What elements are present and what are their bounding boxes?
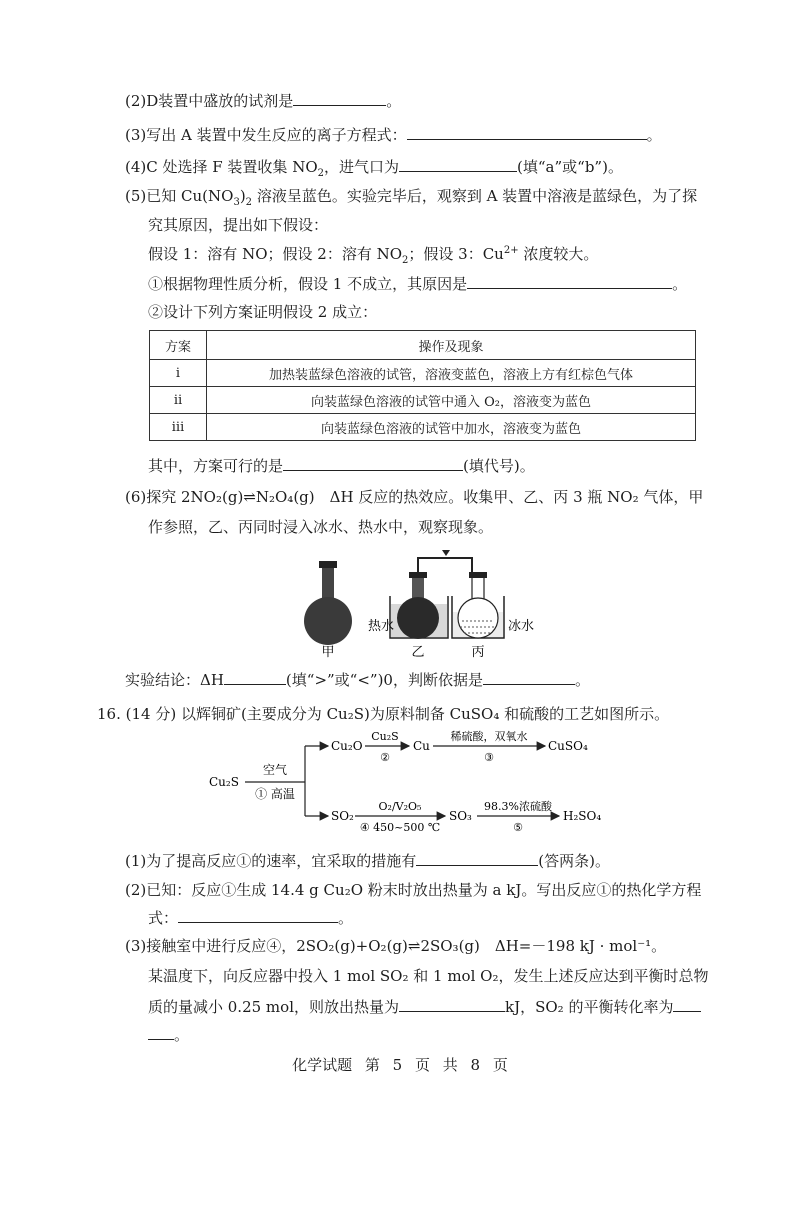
- q15-part6-line1: (6)探究 2NO₂(g)⇌N₂O₄(g) ΔH 反应的热效应。收集甲、乙、丙 3 瓶 NO₂ 气体，甲: [125, 488, 704, 506]
- q15-part5-sub1: ①根据物理性质分析，假设 1 不成立，其原因是 。: [148, 275, 688, 293]
- label-ice-water: 冰水: [508, 619, 535, 634]
- answer-blank[interactable]: [416, 850, 538, 866]
- flow-start: Cu₂S: [209, 775, 239, 789]
- table-row: [150, 387, 696, 414]
- answer-blank[interactable]: [467, 273, 672, 289]
- q15-part5-hypotheses: 假设 1：溶有 NO；假设 2：溶有 $NO_2$；假设 3：$Cu^{2+}$ 浓度较大。: [148, 245, 599, 266]
- beaker-yi: [390, 572, 448, 639]
- q15-part5-sub2: ②设计下列方案证明假设 2 成立：: [148, 303, 378, 321]
- q16-part3-line2: 某温度下，向反应器中投入 1 mol SO₂ 和 1 mol O₂，发生上述反应达到平衡时总物: [148, 967, 709, 985]
- flow-cu2o: Cu₂O: [331, 739, 363, 753]
- q15-part6-line2: 作参照，乙、丙同时浸入冰水、热水中，观察现象。: [148, 518, 494, 536]
- flask-apparatus-figure: [290, 546, 550, 664]
- flow-step2: ②: [380, 751, 390, 764]
- plan-id: ⅱ: [150, 387, 207, 414]
- label-yi: 乙: [411, 645, 425, 660]
- flow-h2so4: H₂SO₄: [563, 809, 602, 823]
- answer-blank[interactable]: [148, 1024, 174, 1040]
- table-row: [150, 414, 696, 441]
- flow-step5: ⑤: [513, 821, 523, 834]
- answer-blank[interactable]: [673, 996, 701, 1012]
- q16-part3-line3: 质的量减小 0.25 mol，则放出热量为 kJ，SO₂ 的平衡转化率为: [148, 996, 701, 1017]
- q16-part3-line1: (3)接触室中进行反应④，2SO₂(g)+O₂(g)⇌2SO₃(g) ΔH=－198 kJ · mol⁻¹。: [125, 937, 667, 955]
- flow-cuso4: CuSO₄: [548, 739, 588, 753]
- q16-part1: (1)为了提高反应①的速率，宜采取的措施有 (答两条)。: [125, 852, 610, 870]
- page-footer: [0, 1054, 800, 1075]
- plan-desc: 向装蓝绿色溶液的试管中通入 O₂，溶液变为蓝色: [207, 387, 696, 414]
- q16-part2-line2: 式： 。: [148, 909, 354, 927]
- flow-conc-acid: 98.3%浓硫酸: [484, 800, 552, 813]
- flow-acid-reagent: 稀硫酸，双氧水: [450, 730, 528, 743]
- flow-step1: ① 高温: [255, 787, 295, 801]
- q15-part2: (2)D装置中盛放的试剂是 。: [125, 92, 402, 110]
- answer-blank[interactable]: [224, 669, 286, 685]
- plan-id: ⅰ: [150, 360, 207, 387]
- footer-page: 第 5 页: [364, 1056, 430, 1074]
- footer-total: 共 8 页: [442, 1056, 508, 1074]
- table-header-cell: 方案: [150, 331, 207, 360]
- answer-blank[interactable]: [399, 156, 517, 172]
- q16-title: 16. (14 分) 以辉铜矿(主要成分为 Cu₂S)为原料制备 CuSO₄ 和硫酸的工艺如图所示。: [97, 705, 670, 723]
- flow-so2: SO₂: [331, 809, 354, 823]
- flow-so3: SO₃: [449, 809, 472, 823]
- beaker-bing: [452, 572, 504, 638]
- flask-jia: [304, 561, 352, 645]
- footer-subject: 化学试题: [292, 1056, 353, 1074]
- label-hot-water: 热水: [368, 619, 395, 634]
- flow-catalyst: O₂/V₂O₅: [378, 800, 422, 813]
- process-flow-diagram: [205, 730, 625, 842]
- flow-step3: ③: [484, 751, 494, 764]
- flow-air: 空气: [262, 763, 288, 777]
- label-jia: 甲: [321, 645, 335, 660]
- flow-cu2s-reagent: Cu₂S: [371, 730, 399, 743]
- table-header-row: [150, 331, 696, 360]
- plan-desc: 加热装蓝绿色溶液的试管，溶液变蓝色，溶液上方有红棕色气体: [207, 360, 696, 387]
- flow-cu: Cu: [413, 739, 430, 753]
- q16-part2-line1: (2)已知：反应①生成 14.4 g Cu₂O 粉末时放出热量为 a kJ。写出反应①的热化学方程: [125, 881, 702, 899]
- answer-blank[interactable]: [399, 996, 505, 1012]
- q15-part5-line1: (5)已知 $Cu(NO_3)_2$ 溶液呈蓝色。实验完毕后，观察到 A 装置中溶液是蓝绿色，为了探: [125, 187, 698, 208]
- table-row: [150, 360, 696, 387]
- plan-desc: 向装蓝绿色溶液的试管中加水，溶液变为蓝色: [207, 414, 696, 441]
- q15-part5-feasible: 其中，方案可行的是 (填代号)。: [148, 457, 535, 475]
- answer-blank[interactable]: [283, 455, 463, 471]
- q15-part6-conclusion: 实验结论：ΔH (填“>”或“<”)0，判断依据是 。: [125, 671, 590, 689]
- plan-id: ⅲ: [150, 414, 207, 441]
- answer-blank[interactable]: [407, 124, 647, 140]
- plan-table: [149, 330, 696, 441]
- q15-part3: (3)写出 A 装置中发生反应的离子方程式： 。: [125, 126, 662, 144]
- label-bing: 丙: [471, 645, 485, 660]
- q15-part5-line2: 究其原因，提出如下假设：: [148, 216, 329, 234]
- q15-part4: (4)C 处选择 F 装置收集 $NO_2$，进气口为 (填“a”或“b”)。: [125, 158, 623, 179]
- flow-step4: ④ 450~500 ℃: [359, 821, 441, 834]
- answer-blank[interactable]: [178, 907, 338, 923]
- answer-blank[interactable]: [293, 90, 386, 106]
- q16-part3-line4: 。: [148, 1024, 189, 1045]
- table-header-cell: 操作及现象: [207, 331, 696, 360]
- answer-blank[interactable]: [483, 669, 575, 685]
